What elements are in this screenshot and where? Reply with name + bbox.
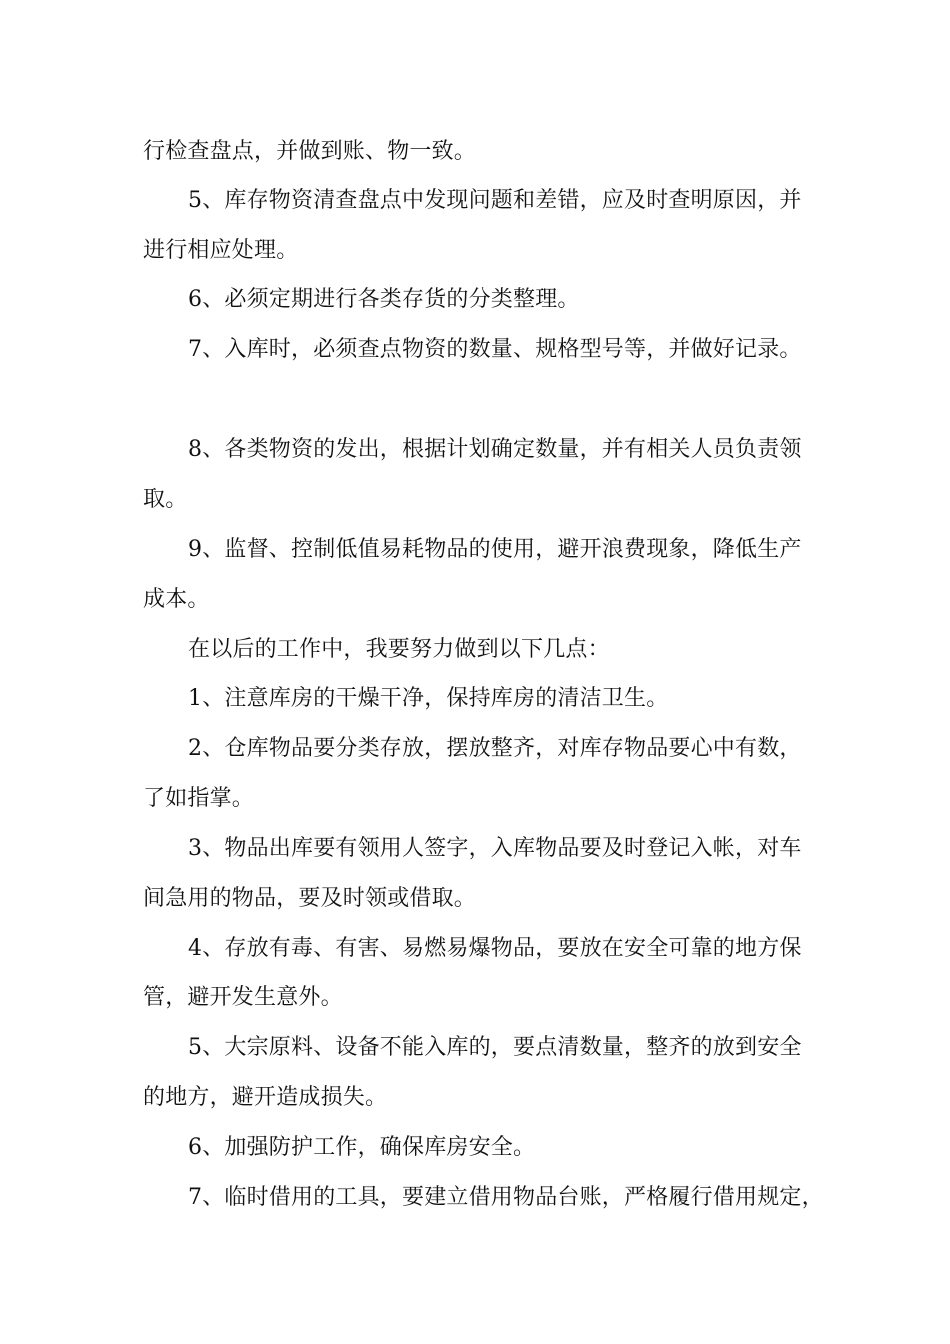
text-line: 2、仓库物品要分类存放，摆放整齐，对库存物品要心中有数， — [188, 736, 802, 761]
text-line: 在以后的工作中，我要努力做到以下几点： — [188, 637, 610, 662]
text-line: 成本。 — [143, 587, 210, 612]
text-line: 6、加强防护工作，确保库房安全。 — [188, 1135, 536, 1160]
text-line: 1、注意库房的干燥干净，保持库房的清洁卫生。 — [188, 686, 669, 711]
text-line: 进行相应处理。 — [143, 238, 299, 263]
text-line: 7、入库时，必须查点物资的数量、规格型号等，并做好记录。 — [188, 337, 802, 362]
text-line: 3、物品出库要有领用人签字，入库物品要及时登记入帐，对车 — [188, 836, 802, 861]
text-line: 了如指掌。 — [143, 786, 255, 811]
text-line: 间急用的物品，要及时领或借取。 — [143, 886, 477, 911]
text-line: 6、必须定期进行各类存货的分类整理。 — [188, 287, 580, 312]
text-line: 9、监督、控制低值易耗物品的使用，避开浪费现象，降低生产 — [188, 537, 802, 562]
text-line: 5、库存物资清查盘点中发现问题和差错，应及时查明原因，并 — [188, 188, 802, 213]
text-line: 行检查盘点，并做到账、物一致。 — [143, 139, 477, 164]
text-line: 取。 — [143, 487, 188, 512]
text-line: 的地方，避开造成损失。 — [143, 1085, 388, 1110]
text-line: 4、存放有毒、有害、易燃易爆物品，要放在安全可靠的地方保 — [188, 936, 802, 961]
text-line: 8、各类物资的发出，根据计划确定数量，并有相关人员负责领 — [188, 437, 802, 462]
text-line: 管，避开发生意外。 — [143, 985, 343, 1010]
text-line: 5、大宗原料、设备不能入库的，要点清数量，整齐的放到安全 — [188, 1035, 802, 1060]
text-line: 7、临时借用的工具，要建立借用物品台账，严格履行借用规定， — [188, 1185, 824, 1210]
